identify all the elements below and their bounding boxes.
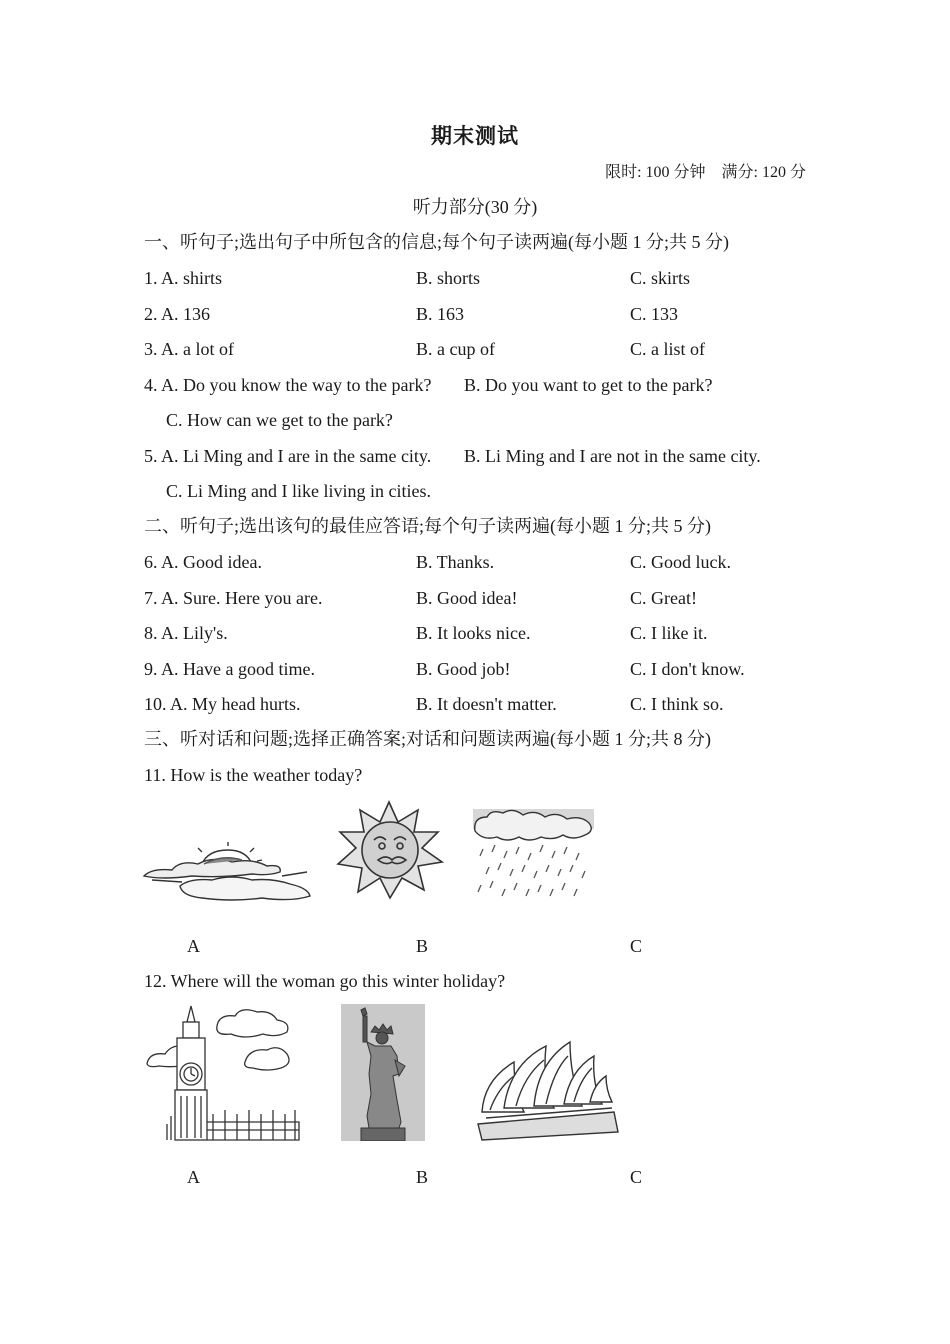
q11-label-b: B [416, 936, 429, 956]
q6-option-b: B. Thanks. [416, 552, 495, 572]
q6-option-a: 6. A. Good idea. [144, 552, 262, 572]
q10-option-a: 10. A. My head hurts. [144, 694, 301, 714]
q9-option-a: 9. A. Have a good time. [144, 659, 315, 679]
q9-option-c: C. I don't know. [630, 659, 745, 679]
q7-option-b: B. Good idea! [416, 588, 518, 608]
time-score-info: 限时: 100 分钟 满分: 120 分 [605, 164, 806, 181]
q9-option-b: B. Good job! [416, 659, 511, 679]
q1-option-a: 1. A. shirts [144, 268, 223, 288]
q3-option-c: C. a list of [630, 339, 705, 359]
q7-option-c: C. Great! [630, 588, 697, 608]
q1-option-c: C. skirts [630, 268, 691, 288]
q3-option-a: 3. A. a lot of [144, 339, 234, 359]
q12-question: 12. Where will the woman go this winter holiday? [144, 971, 506, 991]
q11-label-a: A [187, 936, 200, 956]
q5-option-b: B. Li Ming and I are not in the same city. [464, 446, 761, 466]
cloudy-image [142, 842, 312, 904]
q11-question: 11. How is the weather today? [144, 765, 363, 785]
part-title: 听力部分(30 分) [412, 197, 538, 217]
q6-option-c: C. Good luck. [630, 552, 731, 572]
q12-label-b: B [416, 1167, 429, 1187]
section-1-heading: 一、听句子;选出句子中所包含的信息;每个句子读两遍(每小题 1 分;共 5 分) [144, 232, 729, 252]
q5-option-c: C. Li Ming and I like living in cities. [166, 481, 431, 501]
q10-option-b: B. It doesn't matter. [416, 694, 557, 714]
q8-option-b: B. It looks nice. [416, 623, 531, 643]
sunny-image [334, 800, 444, 900]
section-2-heading: 二、听句子;选出该句的最佳应答语;每个句子读两遍(每小题 1 分;共 5 分) [144, 516, 711, 536]
q4-option-b: B. Do you want to get to the park? [464, 375, 713, 395]
q7-option-a: 7. A. Sure. Here you are. [144, 588, 323, 608]
rainy-image [473, 809, 594, 903]
q11-label-c: C [630, 936, 643, 956]
q12-label-a: A [187, 1167, 200, 1187]
q5-option-a: 5. A. Li Ming and I are in the same city. [144, 446, 432, 466]
q12-label-c: C [630, 1167, 643, 1187]
q8-option-c: C. I like it. [630, 623, 708, 643]
big-ben-image [145, 1004, 300, 1142]
section-3-heading: 三、听对话和问题;选择正确答案;对话和问题读两遍(每小题 1 分;共 8 分) [144, 729, 711, 749]
statue-of-liberty-image [341, 1004, 425, 1141]
q4-option-a: 4. A. Do you know the way to the park? [144, 375, 432, 395]
q2-option-a: 2. A. 136 [144, 304, 211, 324]
q10-option-c: C. I think so. [630, 694, 724, 714]
q8-option-a: 8. A. Lily's. [144, 623, 228, 643]
q2-option-c: C. 133 [630, 304, 679, 324]
page-title: 期末测试 [431, 124, 519, 148]
q1-option-b: B. shorts [416, 268, 481, 288]
q2-option-b: B. 163 [416, 304, 465, 324]
q4-option-c: C. How can we get to the park? [166, 410, 393, 430]
opera-house-image [474, 1040, 620, 1142]
q3-option-b: B. a cup of [416, 339, 495, 359]
